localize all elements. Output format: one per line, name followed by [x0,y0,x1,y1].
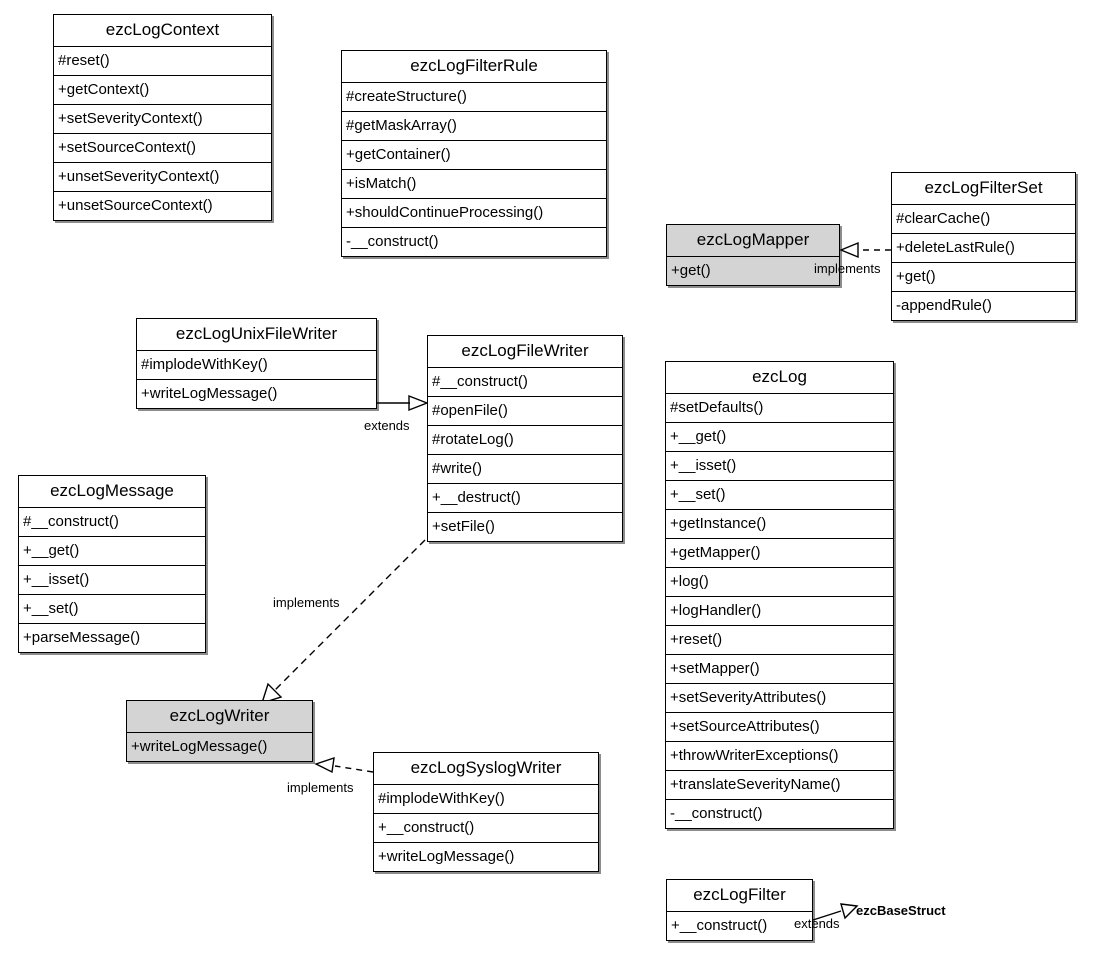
uml-class-ezclogmapper[interactable] [666,224,840,286]
relation-label-implements-mapper: implements [814,261,881,276]
class-title: ezcLogFilter [667,880,812,912]
class-title: ezcLogFileWriter [428,336,622,368]
class-member: +logHandler() [666,597,893,626]
class-member: #reset() [54,47,271,76]
class-member: +getContext() [54,76,271,105]
class-title: ezcLog [666,362,893,394]
class-title: ezcLogWriter [127,701,312,733]
uml-class-ezclogfilewriter[interactable] [427,335,623,542]
class-member: +setSourceContext() [54,134,271,163]
class-member: #getMaskArray() [342,112,606,141]
class-members [342,83,606,256]
uml-class-ezclogunixfilewriter[interactable] [136,318,377,409]
class-member: #write() [428,455,622,484]
uml-class-ezclogfilterset[interactable] [891,172,1076,321]
class-member: +writeLogMessage() [378,848,515,865]
relation-label-extends-basestruct: extends [794,916,840,931]
class-member: +deleteLastRule() [892,234,1075,263]
class-title: ezcLogMessage [19,476,205,508]
relation-label-implements-filewriter: implements [273,595,340,610]
uml-class-ezclogmessage[interactable] [18,475,206,653]
class-member: +setMapper() [666,655,893,684]
class-member: +__destruct() [428,484,622,513]
class-member: +parseMessage() [23,629,141,646]
class-title: ezcLogFilterSet [892,173,1075,205]
class-members [667,912,812,940]
class-member: #implodeWithKey() [137,351,376,380]
class-member: +__construct() [671,917,768,934]
class-members [428,368,622,541]
class-member: +getInstance() [666,510,893,539]
class-title: ezcLogContext [54,15,271,47]
class-member: +setSourceAttributes() [666,713,893,742]
class-member: +__isset() [19,566,205,595]
class-member: #clearCache() [892,205,1075,234]
class-member: +__get() [19,537,205,566]
uml-class-ezclogsyslogwriter[interactable] [373,752,599,872]
class-members [137,351,376,408]
class-member: +setSeverityContext() [54,105,271,134]
uml-class-ezclogfilterrule[interactable] [341,50,607,257]
class-member: +__construct() [374,814,598,843]
class-member: +throwWriterExceptions() [666,742,893,771]
class-member: #implodeWithKey() [374,785,598,814]
class-member: +writeLogMessage() [131,738,268,755]
class-member: +__get() [666,423,893,452]
class-member: #rotateLog() [428,426,622,455]
class-members [892,205,1075,320]
class-member: +translateSeverityName() [666,771,893,800]
class-member: #__construct() [19,508,205,537]
class-member: +getContainer() [342,141,606,170]
class-member: #__construct() [428,368,622,397]
class-members [666,394,893,828]
class-title: ezcLogUnixFileWriter [137,319,376,351]
relation-label-extends-filewriter: extends [364,418,410,433]
class-member: +log() [666,568,893,597]
class-members [127,733,312,761]
class-title: ezcLogSyslogWriter [374,753,598,785]
class-member: -appendRule() [896,297,992,314]
relation-label-implements-syslog: implements [287,780,354,795]
class-member: +get() [892,263,1075,292]
class-member: +__set() [666,481,893,510]
class-member: +reset() [666,626,893,655]
class-member: +unsetSeverityContext() [54,163,271,192]
class-member: +getMapper() [666,539,893,568]
class-member: #createStructure() [342,83,606,112]
class-members [19,508,205,652]
class-member: +setFile() [432,518,495,535]
class-member: +setSeverityAttributes() [666,684,893,713]
external-node-ezcbasestruct: ezcBaseStruct [856,903,946,918]
class-member: +writeLogMessage() [141,385,278,402]
class-member: -__construct() [346,233,439,250]
class-member: #setDefaults() [666,394,893,423]
uml-class-ezclog[interactable] [665,361,894,829]
uml-class-ezclogwriter[interactable] [126,700,313,762]
class-member: +isMatch() [342,170,606,199]
uml-class-ezclogcontext[interactable] [53,14,272,221]
class-title: ezcLogMapper [667,225,839,257]
class-member: +shouldContinueProcessing() [342,199,606,228]
class-member: +get() [671,262,711,279]
class-member: +__set() [19,595,205,624]
class-member: -__construct() [670,805,763,822]
class-member: +__isset() [666,452,893,481]
class-members [54,47,271,220]
uml-class-ezclogfilter[interactable] [666,879,813,941]
class-member: +unsetSourceContext() [58,197,213,214]
class-member: #openFile() [428,397,622,426]
class-members [374,785,598,871]
class-title: ezcLogFilterRule [342,51,606,83]
